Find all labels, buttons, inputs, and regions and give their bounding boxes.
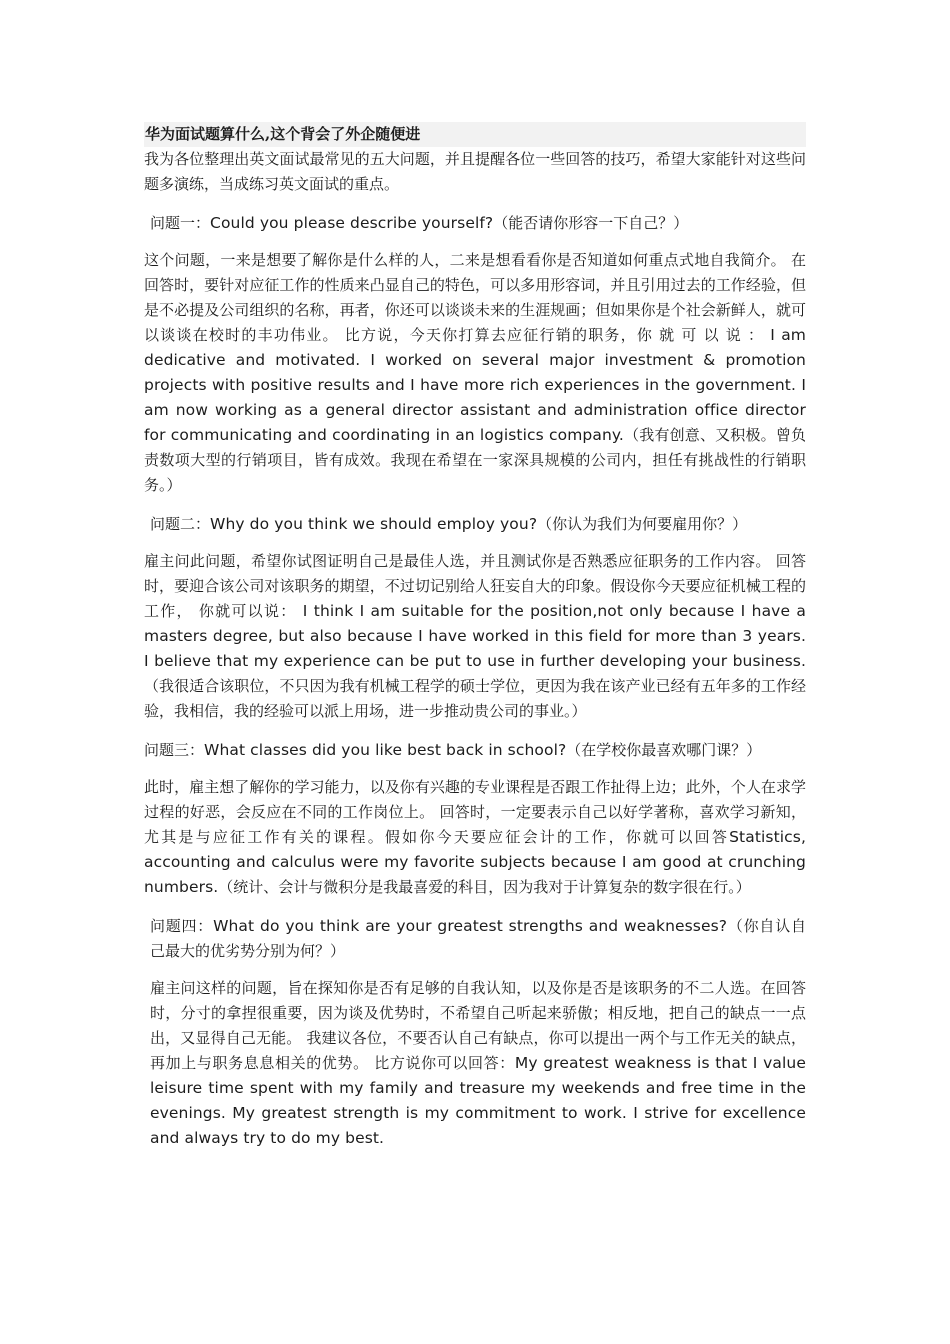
question-3-english: What classes did you like best back in school? — [204, 741, 567, 759]
question-1-answer-en: I am dedicative and motivated. I worked on several major investment & promotion projects with positive results and I have more rich experiences in the government. I am now working as a general director assistant and administration office director for communicating and coordinating in an logistics company. — [144, 326, 806, 444]
question-3-chinese: （在学校你最喜欢哪门课？） — [566, 741, 762, 759]
question-1-heading — [144, 211, 806, 236]
question-3-answer-translation: （统计、会计与微积分是我最喜爱的科目，因为我对于计算复杂的数字很在行。） — [218, 878, 751, 896]
question-4-chinese: （你自认自己最大的优劣势分别为何？） — [150, 917, 806, 960]
question-2-answer-translation: （我很适合该职位，不只因为我有机械工程学的硕士学位，更因为我在该产业已经有五年多的工作经验，我相信，我的经验可以派上用场，进一步推动贵公司的事业。） — [144, 677, 806, 720]
intro-paragraph: 我为各位整理出英文面试最常见的五大问题，并且提醒各位一些回答的技巧，希望大家能针对这些问题多演练，当成练习英文面试的重点。 — [144, 150, 806, 193]
question-3-prefix: 问题三： — [144, 741, 205, 759]
question-2-english: Why do you think we should employ you? — [210, 515, 538, 533]
question-4-english: What do you think are your greatest strengths and weaknesses? — [213, 917, 728, 935]
question-4-answer-en: My greatest weakness is that I value leisure time spent with my family and treasure my weekends and free time in the evenings. My greatest strength is my commitment to work. I strive for excellence and always try to do my best. — [150, 1054, 806, 1147]
question-4-answer — [144, 976, 806, 1151]
question-4-heading — [144, 914, 806, 964]
question-1-answer-translation: （我有创意、又积极。曾负责数项大型的行销项目，皆有成效。我现在希望在一家深具规模的公司内，担任有挑战性的行销职务。） — [144, 426, 806, 494]
question-1-answer-zh: 这个问题，一来是想要了解你是什么样的人，二来是想看看你是否知道如何重点式地自我简介。 在回答时，要针对应征工作的性质来凸显自己的特色，可以多用形容词，并且引用过去的工作经验，但是不必提及公司组织的名称，再者，你还可以谈谈未来的生涯规画；但如果你是个社会新鲜人，就可以谈谈在校时的丰功伟业。 比方说，今天你打算去应征行销的职务，你 就 可 以 说 ： — [144, 251, 806, 344]
question-1-answer — [144, 248, 806, 498]
document-content — [144, 122, 806, 1151]
question-1-chinese: （能否请你形容一下自己？） — [493, 214, 689, 232]
question-3-answer-en: Statistics, accounting and calculus were my favorite subjects because I am good at crunching numbers. — [144, 828, 806, 896]
question-2-heading — [144, 512, 806, 537]
question-4-prefix: 问题四： — [150, 917, 214, 935]
question-3-answer-zh: 此时，雇主想了解你的学习能力，以及你有兴趣的专业课程是否跟工作扯得上边；此外，个人在求学过程的好恶，会反应在不同的工作岗位上。 回答时，一定要表示自己以好学著称，喜欢学习新知，尤其是与应征工作有关的课程。假如你今天要应征会计的工作，你就可以回答 — [144, 778, 806, 846]
question-1-english: Could you please describe yourself? — [210, 214, 494, 232]
question-4-answer-zh: 雇主问这样的问题，旨在探知你是否有足够的自我认知，以及你是否是该职务的不二人选。在回答时，分寸的拿捏很重要，因为谈及优势时，不希望自己听起来骄傲；相反地，把自己的缺点一一点出，又显得自己无能。 我建议各位，不要否认自己有缺点，你可以提出一两个与工作无关的缺点， 再加上与职务息息相关的优势。 比方说你可以回答： — [150, 979, 806, 1072]
question-2-answer — [144, 549, 806, 724]
question-2-answer-en: I think I am suitable for the position,not only because I have a masters degree, but also because I have worked in this field for more than 3 years. I believe that my experience can be put to use in further developing your business. — [144, 602, 806, 670]
question-1-prefix: 问题一： — [150, 214, 211, 232]
question-3-heading — [144, 738, 806, 763]
question-2-chinese: （你认为我们为何要雇用你？） — [537, 515, 748, 533]
question-2-prefix: 问题二： — [150, 515, 211, 533]
document-title: 华为面试题算什么,这个背会了外企随便进 — [144, 122, 806, 147]
question-3-answer — [144, 775, 806, 900]
question-2-answer-zh: 雇主问此问题，希望你试图证明自己是最佳人选，并且测试你是否熟悉应征职务的工作内容。 回答时，要迎合该公司对该职务的期望，不过切记别给人狂妄自大的印象。假设你今天要应征机械工程的工作， 你就可以说： — [144, 552, 806, 620]
